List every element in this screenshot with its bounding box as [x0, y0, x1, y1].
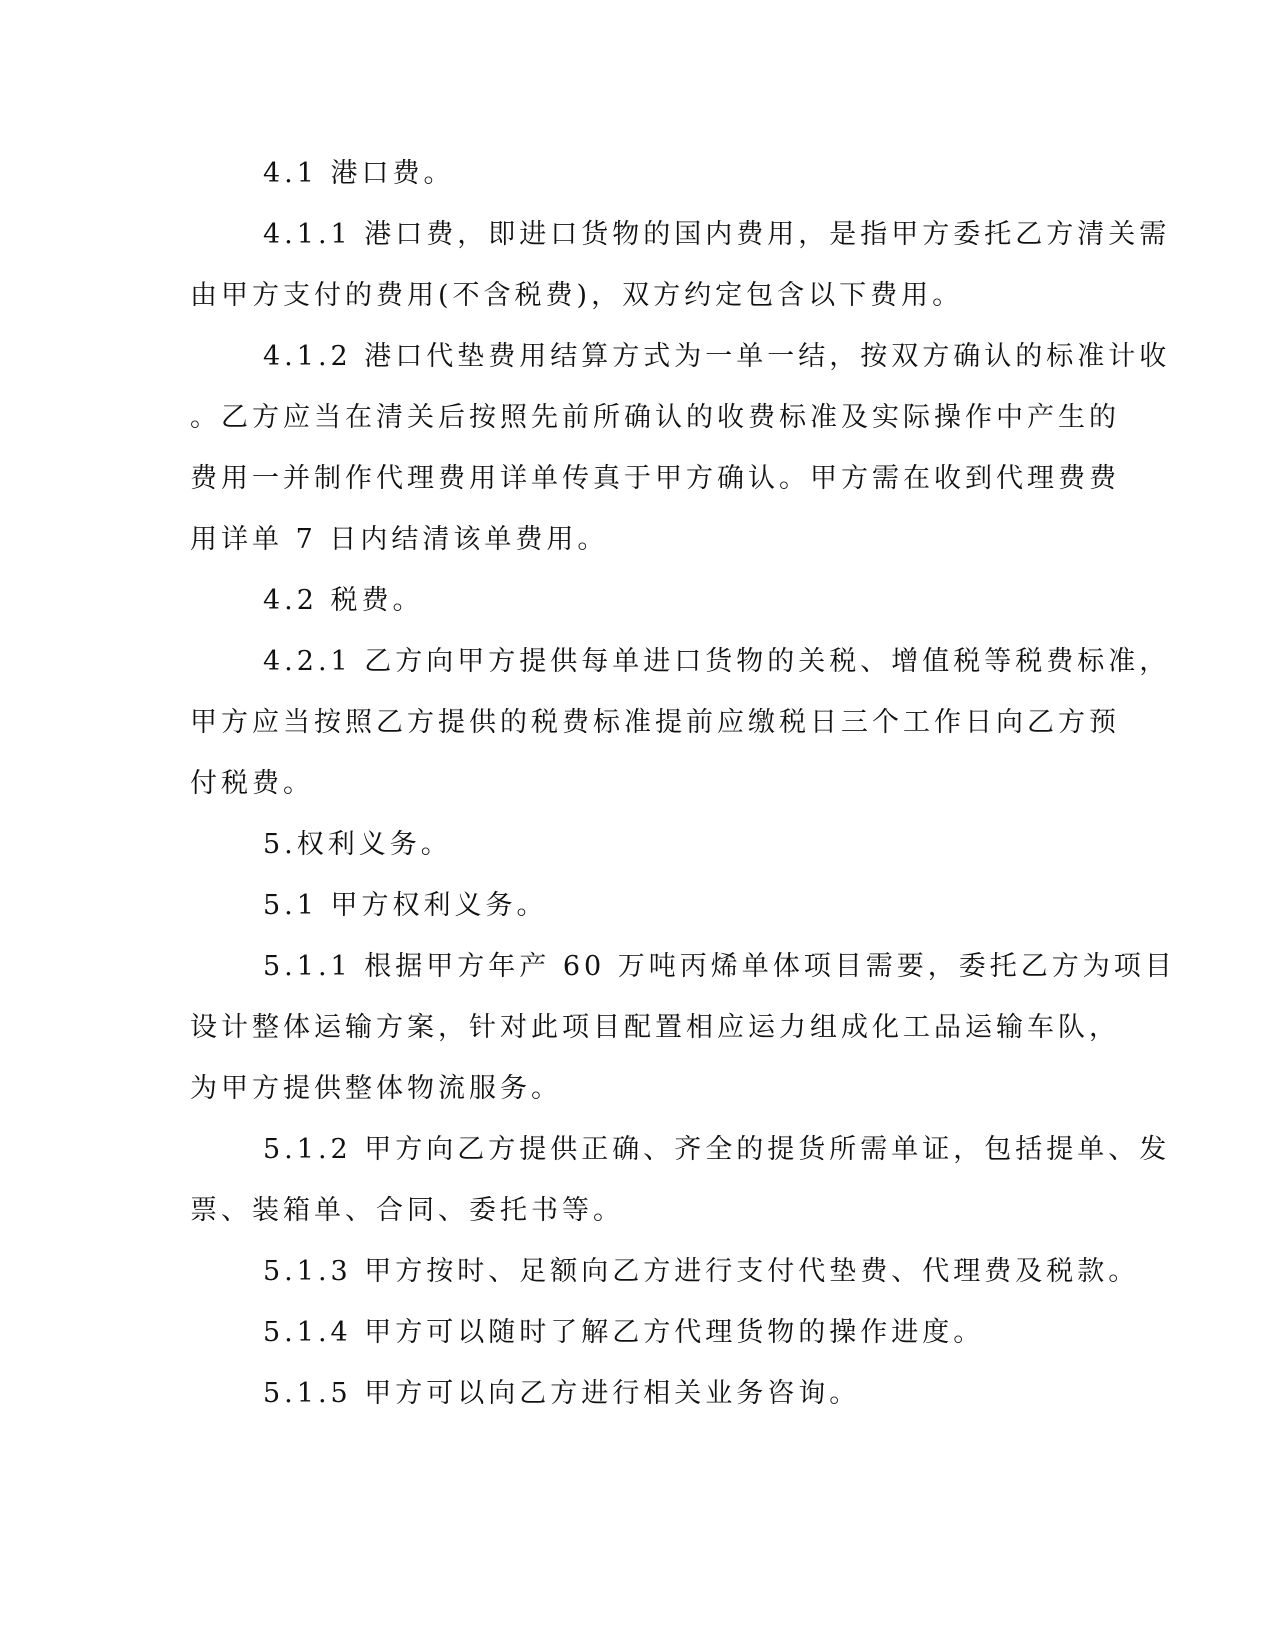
- paragraph-4-1-2-line-2: 。乙方应当在清关后按照先前所确认的收费标准及实际操作中产生的: [190, 402, 1120, 433]
- paragraph-4-2-1-line-2: 甲方应当按照乙方提供的税费标准提前应缴税日三个工作日向乙方预: [190, 707, 1120, 738]
- paragraph-5-1-2-line-1: 5.1.2 甲方向乙方提供正确、齐全的提货所需单证，包括提单、发: [263, 1134, 1171, 1165]
- paragraph-5-1-1-line-1: 5.1.1 根据甲方年产 60 万吨丙烯单体项目需要，委托乙方为项目: [263, 951, 1176, 982]
- paragraph-4-1-2-line-3: 费用一并制作代理费用详单传真于甲方确认。甲方需在收到代理费费: [190, 463, 1120, 494]
- paragraph-4-2-1-line-3: 付税费。: [190, 768, 314, 799]
- paragraph-4-2-1-line-1: 4.2.1 乙方向甲方提供每单进口货物的关税、增值税等税费标准，: [263, 646, 1171, 677]
- paragraph-5-1-1-line-3: 为甲方提供整体物流服务。: [190, 1073, 562, 1104]
- paragraph-5-1-1-line-2: 设计整体运输方案，针对此项目配置相应运力组成化工品运输车队，: [190, 1012, 1120, 1043]
- paragraph-4-1-1-line-2: 由甲方支付的费用(不含税费)，双方约定包含以下费用。: [190, 280, 964, 311]
- paragraph-4-1-2-line-1: 4.1.2 港口代垫费用结算方式为一单一结，按双方确认的标准计收: [263, 341, 1171, 372]
- heading-5-1: 5.1 甲方权利义务。: [263, 890, 548, 921]
- paragraph-4-1-2-line-4: 用详单 7 日内结清该单费用。: [190, 524, 609, 555]
- document-body: [190, 158, 1176, 1409]
- heading-4-1: 4.1 港口费。: [263, 158, 455, 189]
- paragraph-5-1-4: 5.1.4 甲方可以随时了解乙方代理货物的操作进度。: [263, 1317, 985, 1348]
- paragraph-5-1-3: 5.1.3 甲方按时、足额向乙方进行支付代垫费、代理费及税款。: [263, 1256, 1140, 1287]
- heading-4-2: 4.2 税费。: [263, 585, 424, 616]
- paragraph-5-1-5: 5.1.5 甲方可以向乙方进行相关业务咨询。: [263, 1378, 861, 1409]
- heading-5: 5.权利义务。: [263, 829, 452, 860]
- paragraph-4-1-1-line-1: 4.1.1 港口费，即进口货物的国内费用，是指甲方委托乙方清关需: [263, 219, 1171, 250]
- paragraph-5-1-2-line-2: 票、装箱单、合同、委托书等。: [190, 1195, 624, 1226]
